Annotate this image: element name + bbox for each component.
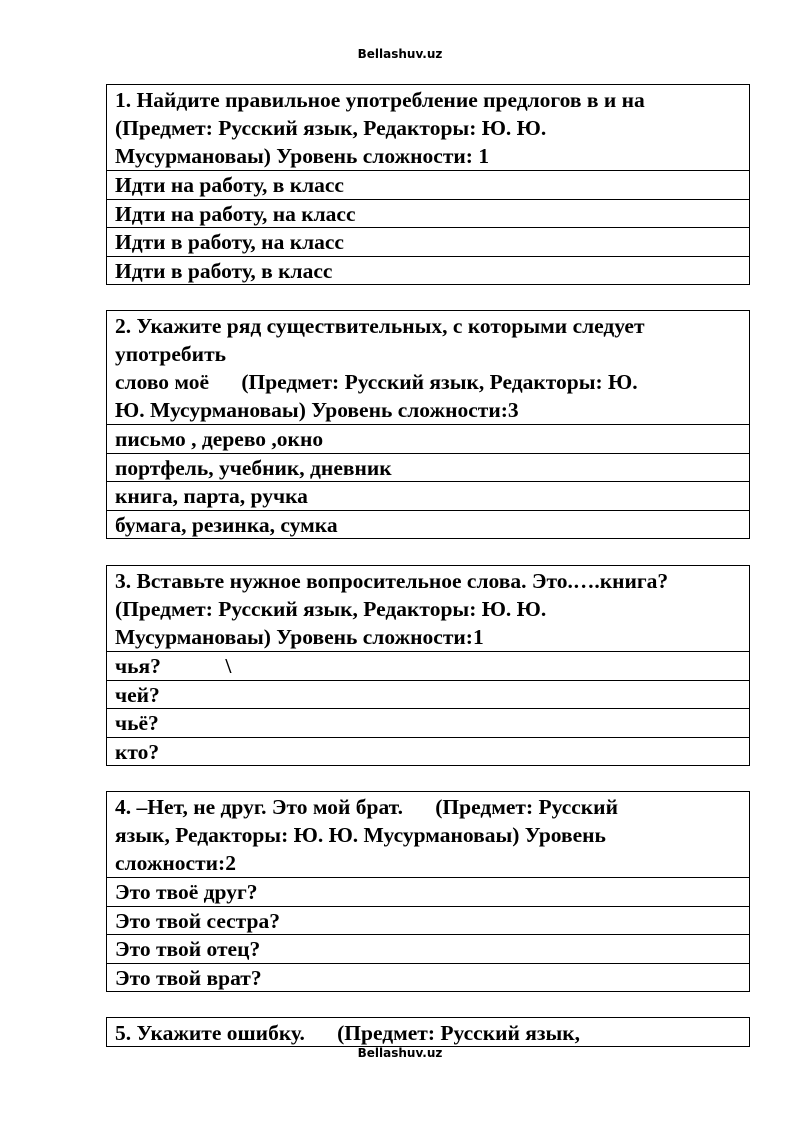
question-4-option-c[interactable]: Это твой отец? [107, 934, 749, 963]
question-1-option-c[interactable]: Идти в работу, на класс [107, 227, 749, 256]
site-footer: Bellashuv.uz [357, 1046, 443, 1060]
question-3-table [106, 565, 750, 766]
question-2-option-a[interactable]: письмо , дерево ,окно [107, 424, 749, 453]
question-5-text: 5. Укажите ошибку. (Предмет: Русский язык, [115, 1021, 581, 1045]
question-3-option-b[interactable]: чей? [107, 680, 749, 709]
question-1-text: 1. Найдите правильное употребление предлогов в и на (Предмет: Русский язык, Редакторы: Ю. Ю. Мусурмановаы) Уровень сложности: 1 [115, 88, 645, 168]
question-3-option-a[interactable]: чья? \ [107, 651, 749, 680]
question-5-table [106, 1017, 750, 1047]
question-1-table [106, 84, 750, 285]
question-2-table [106, 310, 750, 539]
question-3-option-d[interactable]: кто? [107, 737, 749, 766]
question-2-text: 2. Укажите ряд существительных, с которыми следует употребить слово моё (Предмет: Русский язык, Редакторы: Ю. Ю. Мусурмановаы) Уровень сложности:3 [115, 314, 645, 422]
question-2-option-b[interactable]: портфель, учебник, дневник [107, 453, 749, 482]
question-3-option-c[interactable]: чьё? [107, 708, 749, 737]
question-1-option-b[interactable]: Идти на работу, на класс [107, 199, 749, 228]
question-4-option-b[interactable]: Это твой сестра? [107, 906, 749, 935]
question-2-option-d[interactable]: бумага, резинка, сумка [107, 510, 749, 539]
question-4-option-d[interactable]: Это твой врат? [107, 963, 749, 992]
question-4-text: 4. –Нет, не друг. Это мой брат. (Предмет: Русский язык, Редакторы: Ю. Ю. Мусурмановаы) Уровень сложности:2 [115, 795, 618, 875]
question-4-option-a[interactable]: Это твоё друг? [107, 877, 749, 906]
question-2-option-c[interactable]: книга, парта, ручка [107, 481, 749, 510]
question-4-table [106, 791, 750, 992]
question-1-option-a[interactable]: Идти на работу, в класс [107, 170, 749, 199]
question-3-text: 3. Вставьте нужное вопросительное слова. Это.….книга? (Предмет: Русский язык, Редакторы: Ю. Ю. Мусурмановаы) Уровень сложности:1 [115, 569, 669, 649]
site-header: Bellashuv.uz [357, 47, 443, 61]
question-1-option-d[interactable]: Идти в работу, в класс [107, 256, 749, 285]
